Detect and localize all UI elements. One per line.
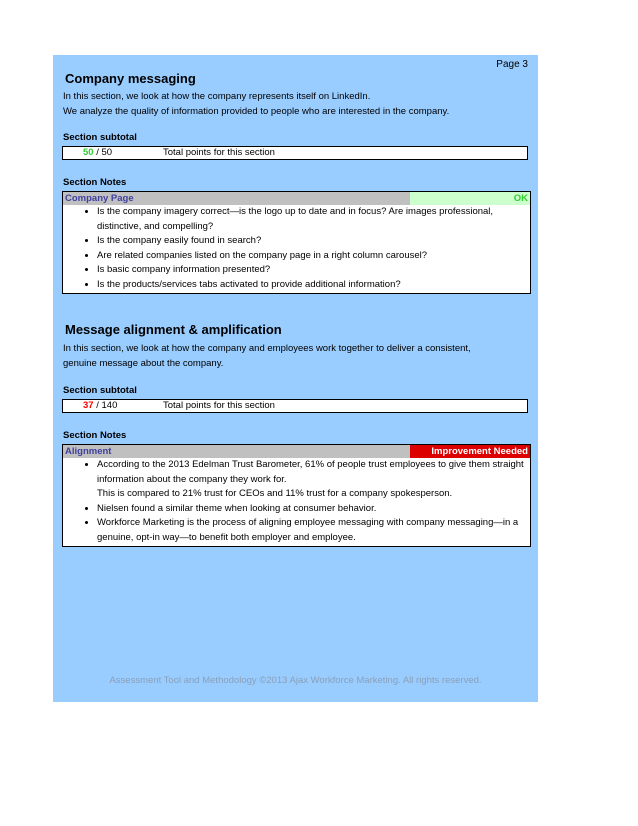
notes-category: Alignment xyxy=(63,445,410,458)
section-title-message-alignment: Message alignment & amplification xyxy=(65,322,282,337)
section-intro xyxy=(63,341,523,371)
intro-line: In this section, we look at how the company represents itself on LinkedIn. xyxy=(63,91,371,102)
notes-list xyxy=(63,458,530,546)
points-label: Total points for this section xyxy=(163,147,275,158)
copyright-footer: Assessment Tool and Methodology ©2013 Ajax Workforce Marketing. All rights reserved. xyxy=(109,675,482,686)
section-notes-table xyxy=(62,191,531,294)
score-max: / 140 xyxy=(93,400,118,411)
intro-line: We analyze the quality of information provided to people who are interested in the company. xyxy=(63,106,450,117)
list-item: • Is basic company information presented? xyxy=(97,263,530,278)
list-item xyxy=(97,458,530,502)
intro-line: In this section, we look at how the company and employees work together to deliver a consistent, xyxy=(63,343,471,354)
score-value: 37 xyxy=(83,400,94,411)
section-notes-table xyxy=(62,444,531,547)
points-label: Total points for this section xyxy=(163,400,275,411)
notes-header xyxy=(63,192,530,205)
score xyxy=(83,400,117,412)
notes-list xyxy=(63,205,530,293)
score-max: / 50 xyxy=(93,147,113,158)
list-item-line: • According to the 2013 Edelman Trust Barometer, 61% of people trust employees to give them straight information about the company they work for. xyxy=(97,459,524,485)
section-intro xyxy=(63,89,523,119)
score xyxy=(83,147,112,159)
subtotal-label: Section subtotal xyxy=(63,132,137,143)
notes-label: Section Notes xyxy=(63,177,127,188)
notes-header xyxy=(63,445,530,458)
subtotal-box xyxy=(62,146,528,160)
section-title-company-messaging: Company messaging xyxy=(65,71,196,86)
list-item: • Workforce Marketing is the process of aligning employee messaging with company messaging—in a genuine, opt-in way—to benefit both employer and employee. xyxy=(97,516,530,545)
subtotal-box xyxy=(62,399,528,413)
report-page xyxy=(53,55,538,702)
list-item: • Is the company easily found in search? xyxy=(97,234,530,249)
notes-label: Section Notes xyxy=(63,430,127,441)
list-item: • Are related companies listed on the company page in a right column carousel? xyxy=(97,249,530,264)
list-item: • Is the products/services tabs activated to provide additional information? xyxy=(97,278,530,293)
list-item: • Nielsen found a similar theme when looking at consumer behavior. xyxy=(97,502,530,517)
page-number: Page 3 xyxy=(496,59,528,70)
list-item-line: This is compared to 21% trust for CEOs and 11% trust for a company spokesperson. xyxy=(97,488,453,499)
intro-line: genuine message about the company. xyxy=(63,358,224,369)
score-value: 50 xyxy=(83,147,94,158)
list-item: • Is the company imagery correct—is the logo up to date and in focus? Are images professional, distinctive, and compelling? xyxy=(97,205,530,234)
subtotal-label: Section subtotal xyxy=(63,385,137,396)
status-badge: OK xyxy=(410,192,530,205)
status-badge: Improvement Needed xyxy=(410,445,530,458)
notes-category: Company Page xyxy=(63,192,410,205)
